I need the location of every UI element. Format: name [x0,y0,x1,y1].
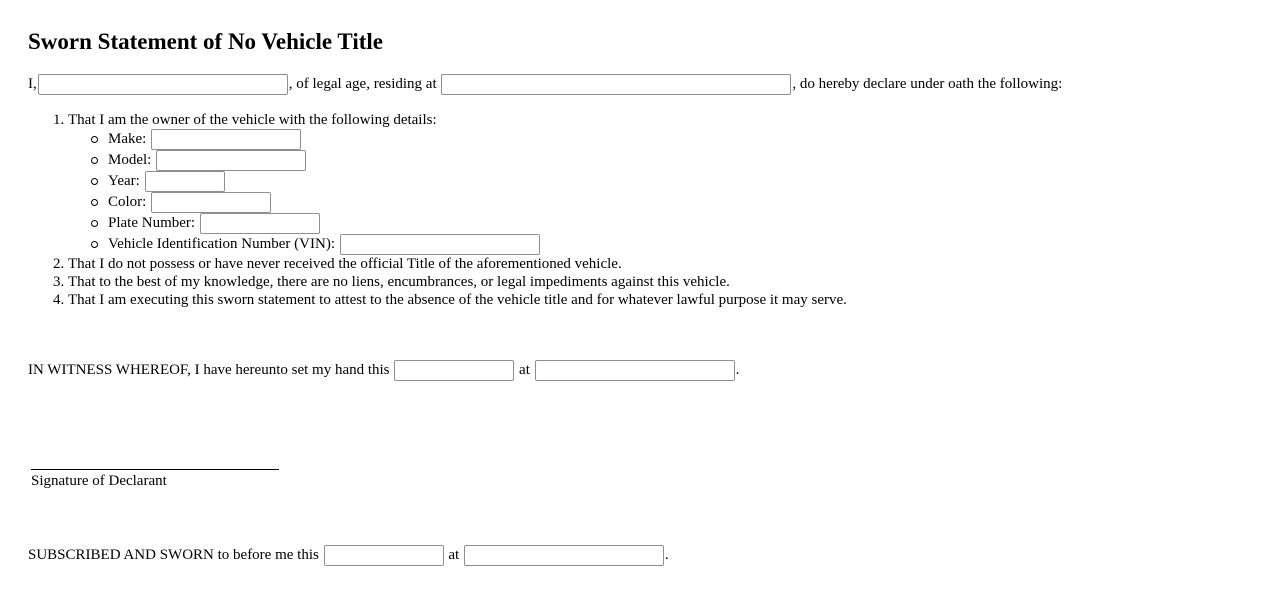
plate-number-input[interactable] [200,213,320,234]
bullet-icon [91,157,98,164]
witness-period: . [735,362,740,378]
witness-date-input[interactable] [394,360,514,381]
detail-label: Model: [108,152,152,169]
sworn-at-label: at [448,547,460,563]
sworn-date-input[interactable] [324,545,444,566]
intro-mid: , of legal age, residing at [288,76,437,92]
color-input[interactable] [151,192,271,213]
bullet-icon [91,199,98,206]
declarant-name-input[interactable] [38,74,288,95]
witness-text: IN WITNESS WHEREOF, I have hereunto set my hand this [28,362,390,378]
sworn-place-input[interactable] [464,545,664,566]
intro-prefix: I, [28,76,37,92]
declaration-item-3: 3. That to the best of my knowledge, there are no liens, encumbrances, or legal impediments against this vehicle. [68,273,847,291]
page-title: Sworn Statement of No Vehicle Title [28,29,383,54]
declaration-list [28,111,847,309]
declaration-item-1 [68,111,847,255]
bullet-icon [91,220,98,227]
detail-label: Year: [108,173,140,190]
detail-label: Color: [108,194,147,211]
document-page [28,0,1268,601]
signature-line [31,469,279,470]
vehicle-detail-vin [108,234,847,255]
witness-clause [28,360,739,381]
signature-label: Signature of Declarant [31,473,167,489]
detail-label: Make: [108,131,147,147]
model-input[interactable] [156,150,306,171]
vehicle-detail-plate [108,213,847,234]
vehicle-detail-color [108,192,847,213]
year-input[interactable] [145,171,225,192]
intro-suffix: , do hereby declare under oath the following: [792,76,1063,92]
sworn-clause [28,545,669,566]
bullet-icon [91,136,98,143]
declaration-item-text: That I am the owner of the vehicle with the following details: [68,112,437,128]
detail-label: Plate Number: [108,215,196,232]
detail-label: Vehicle Identification Number (VIN): [108,236,335,253]
vehicle-detail-make [108,129,847,150]
witness-place-input[interactable] [535,360,735,381]
declaration-item-2: 2. That I do not possess or have never received the official Title of the aforementioned vehicle. [68,255,847,273]
bullet-icon [91,178,98,185]
vehicle-detail-model [108,150,847,171]
sworn-text: SUBSCRIBED AND SWORN to before me this [28,547,319,563]
sworn-period: . [664,547,669,563]
vehicle-detail-year [108,171,847,192]
vin-input[interactable] [340,234,540,255]
residence-address-input[interactable] [441,74,791,95]
declaration-item-4: 4. That I am executing this sworn statement to attest to the absence of the vehicle title and for whatever lawful purpose it may serve. [68,291,847,309]
make-input[interactable] [151,129,301,150]
bullet-icon [91,241,98,248]
declarant-intro [28,74,1062,95]
witness-at-label: at [519,362,530,378]
vehicle-details-list [68,129,847,255]
